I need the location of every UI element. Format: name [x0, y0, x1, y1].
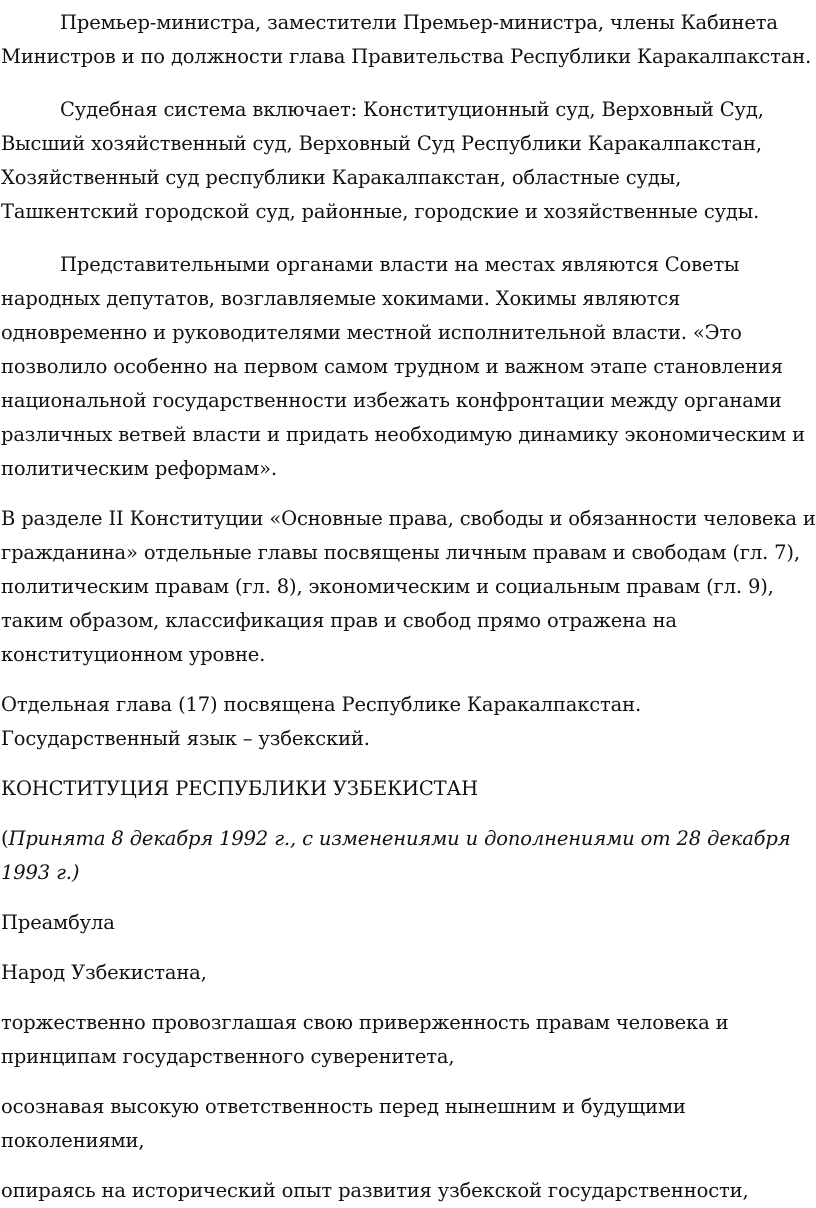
paragraph-local-authorities: Представительными органами власти на местах являются Советы народных депутатов, возглавляемые хокимами. Хокимы являются одновременно и руководителями местной исполнительной власти. «Это позволило особенно на первом самом трудном и важном этапе становления национальной государственности избежать конфронтации между органами различных ветвей власти и придать необходимую динамику экономическим и политическим реформам».: [1, 253, 805, 480]
preamble-line-responsibility: осознавая высокую ответственность перед нынешним и будущими поколениями,: [1, 1095, 686, 1152]
adoption-open-paren: (: [1, 827, 9, 850]
paragraph-judiciary: Судебная система включает: Конституционный суд, Верховный Суд, Высший хозяйственный суд, Верховный Суд Республики Каракалпакстан, Хозяйственный суд республики Каракалпакстан, областные суды, Ташкентский городской суд, районные, городские и хозяйственные суды.: [1, 98, 764, 223]
paragraph-karakalpakstan-chapter: Отдельная глава (17) посвящена Республике Каракалпакстан. Государственный язык – узбекский.: [1, 693, 642, 750]
paragraph-government: Премьер-министра, заместители Премьер-министра, члены Кабинета Министров и по должности глава Правительства Республики Каракалпакстан.: [1, 11, 812, 68]
preamble-heading: Преамбула: [1, 911, 115, 934]
adoption-note-text: Принята 8 декабря 1992 г., с изменениями и дополнениями от 28 декабря 1993 г.): [1, 827, 791, 884]
paragraph-rights-section: В разделе II Конституции «Основные права, свободы и обязанности человека и гражданина» отдельные главы посвящены личным правам и свободам (гл. 7), политическим правам (гл. 8), экономическим и социальным правам (гл. 9), таким образом, классификация прав и свобод прямо отражена на конституционном уровне.: [1, 507, 816, 666]
constitution-title: КОНСТИТУЦИЯ РЕСПУБЛИКИ УЗБЕКИСТАН: [1, 777, 478, 800]
preamble-line-historical: опираясь на исторический опыт развития узбекской государственности,: [1, 1179, 749, 1202]
preamble-line-proclaiming: торжественно провозглашая свою приверженность правам человека и принципам государственного суверенитета,: [1, 1011, 729, 1068]
preamble-line-people: Народ Узбекистана,: [1, 961, 207, 984]
adoption-note: [1, 822, 816, 890]
